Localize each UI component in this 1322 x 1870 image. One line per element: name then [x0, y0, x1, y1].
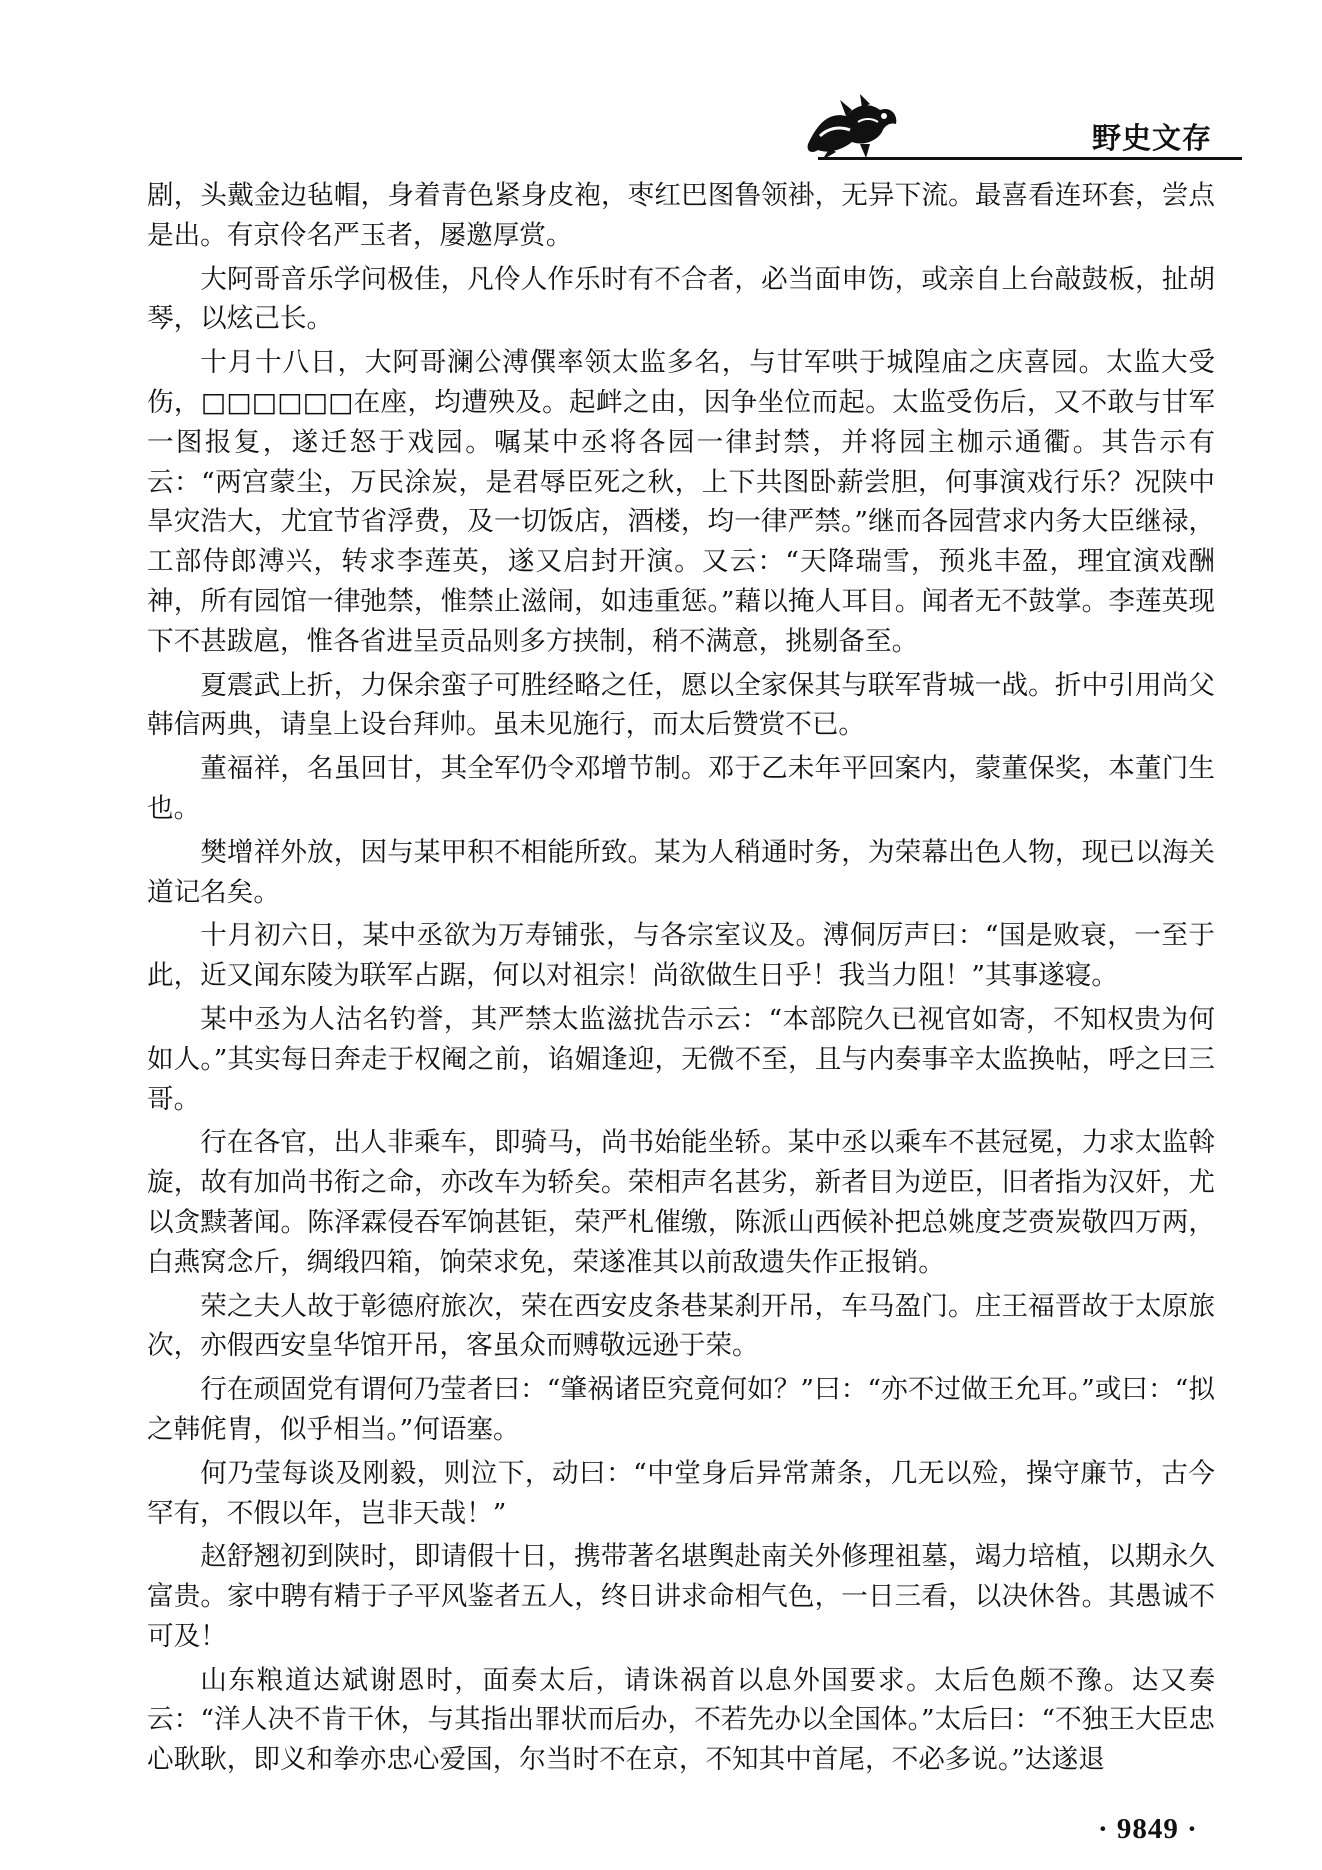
- paragraph: 何乃莹每谈及刚毅，则泣下，动曰：“中堂身后异常萧条，几无以殓，操守廉节，古今罕有，不假以年，岂非天哉！”: [147, 1457, 1215, 1529]
- paragraph: 十月初六日，某中丞欲为万寿铺张，与各宗室议及。溥侗厉声曰：“国是败衰，一至于此，近又闻东陵为联军占踞，何以对祖宗！尚欲做生日乎！我当力阻！”其事遂寝。: [147, 920, 1215, 992]
- paragraph: 行在各官，出人非乘车，即骑马，尚书始能坐轿。某中丞以乘车不甚冠冕，力求太监斡旋，故有加尚书衔之命，亦改车为轿矣。荣相声名甚劣，新者目为逆臣，旧者指为汉奸，尤以贪黩著闻。陈泽霖侵吞军饷甚钜，荣严札催缴，陈派山西候补把总姚度芝赍炭敬四万两，白燕窝念斤，绸缎四箱，饷荣求免，荣遂准其以前敌遗失作正报销。: [147, 1127, 1215, 1278]
- section-title: 野史文存: [1092, 121, 1213, 155]
- paragraph: 樊增祥外放，因与某甲积不相能所致。某为人稍通时务，为荣幕出色人物，现已以海关道记名矣。: [147, 836, 1215, 908]
- header-rule: [818, 157, 1242, 160]
- paragraph: 夏震武上折，力保余蛮子可胜经略之任，愿以全家保其与联军背城一战。折中引用尚父韩信两典，请皇上设台拜帅。虽未见施行，而太后赞赏不已。: [147, 669, 1215, 741]
- paragraph: 行在顽固党有谓何乃莹者曰：“肇祸诸臣究竟何如？”曰：“亦不过做王允耳。”或曰：“拟之韩侂胄，似乎相当。”何语塞。: [147, 1374, 1215, 1445]
- paragraph: 山东粮道达斌谢恩时，面奏太后，请诛祸首以息外国要求。太后色颇不豫。达又奏云：“洋人决不肯干休，与其指出罪状而后办，不若先办以全国体。”太后曰：“不独王大臣忠心耿耿，即义和拳亦忠心爱国，尔当时不在京，不知其中首尾，不必多说。”达遂退: [147, 1664, 1215, 1776]
- paragraph: 某中丞为人沽名钓誉，其严禁太监滋扰告示云：“本部院久已视官如寄，不知权贵为何如人。”其实每日奔走于权阉之前，谄媚逢迎，无微不至，且与内奏事辛太监换帖，呼之曰三哥。: [147, 1003, 1215, 1115]
- paragraph: 赵舒翘初到陕时，即请假十日，携带著名堪舆赴南关外修理祖墓，竭力培植，以期永久富贵。家中聘有精于子平风鉴者五人，终日讲求命相气色，一日三看，以决休咎。其愚诚不可及！: [147, 1541, 1215, 1652]
- paragraph: 荣之夫人故于彰德府旅次，荣在西安皮条巷某刹开吊，车马盈门。庄王福晋故于太原旅次，亦假西安皇华馆开吊，客虽众而赙敬远逊于荣。: [147, 1290, 1215, 1362]
- paragraph: 大阿哥音乐学问极佳，凡伶人作乐时有不合者，必当面申饬，或亲自上台敲鼓板，扯胡琴，以炫己长。: [147, 263, 1215, 335]
- paragraph: 十月十八日，大阿哥澜公溥僎率领太监多名，与甘军哄于城隍庙之庆喜园。太监大受伤，□□□□□□在座，均遭殃及。起衅之由，因争坐位而起。太监受伤后，又不敢与甘军一图报复，遂迁怒于戏园。嘱某中丞将各园一律封禁，并将园主枷示通衢。其告示有云：“两宫蒙尘，万民涂炭，是君辱臣死之秋，上下共图卧薪尝胆，何事演戏行乐？况陕中旱灾浩大，尤宜节省浮费，及一切饭店，酒楼，均一律严禁。”继而各园营求内务大臣继禄，工部侍郎溥兴，转求李莲英，遂又启封开演。又云：“天降瑞雪，预兆丰盈，理宜演戏酬神，所有园馆一律弛禁，惟禁止滋闹，如违重惩。”藉以掩人耳目。闻者无不鼓掌。李莲英现下不甚跋扈，惟各省进呈贡品则多方挟制，稍不满意，挑剔备至。: [147, 347, 1215, 657]
- paragraph: 剧，头戴金边毡帽，身着青色紧身皮袍，枣红巴图鲁领褂，无异下流。最喜看连环套，尝点是出。有京伶名严玉者，屡邀厚赏。: [147, 180, 1215, 251]
- dragon-emblem-icon: [800, 92, 904, 162]
- page-number: · 9849 ·: [1098, 1813, 1198, 1845]
- page-header: [0, 0, 1322, 170]
- paragraph: 董福祥，名虽回甘，其全军仍令邓增节制。邓于乙未年平回案内，蒙董保奖，本董门生也。: [147, 753, 1215, 824]
- article-body: [147, 176, 1215, 1784]
